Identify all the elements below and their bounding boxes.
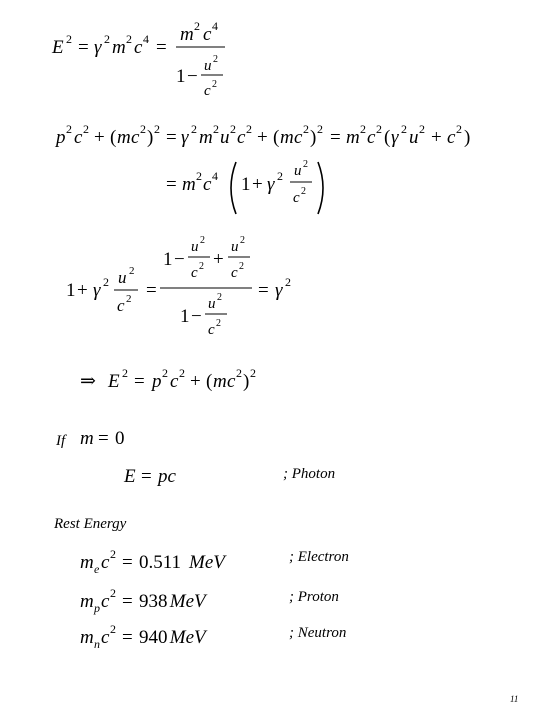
svg-text:u: u xyxy=(294,163,302,179)
svg-text:E: E xyxy=(124,466,136,487)
svg-text:2: 2 xyxy=(140,122,146,136)
right-big-paren xyxy=(318,162,323,214)
svg-text:1: 1 xyxy=(180,306,190,327)
svg-text:1: 1 xyxy=(163,249,173,270)
svg-text:1: 1 xyxy=(241,174,251,195)
svg-text:m: m xyxy=(199,127,213,148)
exponent: 2 xyxy=(110,586,116,600)
energy-value: 938 xyxy=(139,591,168,612)
svg-text:): ) xyxy=(243,371,250,392)
svg-text:4: 4 xyxy=(212,169,218,183)
svg-text:2: 2 xyxy=(66,122,72,136)
svg-text:2: 2 xyxy=(162,366,168,380)
left-big-paren xyxy=(231,162,236,214)
svg-text:u: u xyxy=(409,127,419,148)
svg-text:u: u xyxy=(231,239,239,255)
exponent: 2 xyxy=(110,622,116,636)
svg-text:(: ( xyxy=(273,127,280,148)
svg-text:=: = xyxy=(141,466,152,487)
svg-text:u: u xyxy=(191,239,199,255)
svg-text:2: 2 xyxy=(456,122,462,136)
equation-energy-momentum-relation xyxy=(0,360,540,400)
svg-text:pc: pc xyxy=(158,466,176,487)
svg-text:2: 2 xyxy=(277,169,283,183)
page-number: 11 xyxy=(510,694,519,704)
exponent: 2 xyxy=(110,547,116,561)
svg-text:=: = xyxy=(146,280,157,301)
svg-text:2: 2 xyxy=(250,366,256,380)
equation-energy-gamma xyxy=(0,0,540,110)
svg-text:2: 2 xyxy=(213,122,219,136)
svg-text:1: 1 xyxy=(176,66,186,87)
svg-text:2: 2 xyxy=(179,366,185,380)
svg-text:+: + xyxy=(213,249,224,270)
svg-text:2: 2 xyxy=(217,292,222,303)
svg-text:2: 2 xyxy=(200,235,205,246)
svg-text:=: = xyxy=(98,428,109,449)
svg-text:c: c xyxy=(204,83,211,99)
svg-text:γ: γ xyxy=(181,127,189,148)
svg-text:=: = xyxy=(78,37,89,58)
svg-text:m: m xyxy=(112,37,126,58)
svg-text:+: + xyxy=(431,127,442,148)
svg-text:γ: γ xyxy=(391,127,399,148)
svg-text:c: c xyxy=(367,127,376,148)
energy-unit: MeV xyxy=(189,552,225,573)
svg-text:c: c xyxy=(227,371,236,392)
svg-text:=: = xyxy=(330,127,341,148)
svg-text:m: m xyxy=(182,174,196,195)
equals-sign: = xyxy=(122,591,133,612)
svg-text:2: 2 xyxy=(83,122,89,136)
svg-text:2: 2 xyxy=(216,318,221,329)
svg-text:c: c xyxy=(208,322,215,338)
svg-text:): ) xyxy=(464,127,471,148)
svg-text:2: 2 xyxy=(240,235,245,246)
mass-symbol: m xyxy=(80,591,94,612)
svg-text:m: m xyxy=(280,127,294,148)
svg-text:+: + xyxy=(257,127,268,148)
svg-text:4: 4 xyxy=(143,32,149,46)
svg-text:): ) xyxy=(147,127,154,148)
equation-massless-condition xyxy=(0,420,540,490)
svg-text:2: 2 xyxy=(376,122,382,136)
svg-text:m: m xyxy=(180,24,194,45)
mass-subscript: n xyxy=(94,637,100,651)
svg-text:4: 4 xyxy=(212,19,218,33)
photon-label: ; Photon xyxy=(283,466,336,482)
svg-text:m: m xyxy=(80,428,94,449)
svg-text:2: 2 xyxy=(213,54,218,65)
svg-text:E: E xyxy=(52,37,64,58)
svg-text:2: 2 xyxy=(212,79,217,90)
svg-text:2: 2 xyxy=(301,186,306,197)
svg-text:+: + xyxy=(94,127,105,148)
svg-text:c: c xyxy=(203,174,212,195)
svg-text:−: − xyxy=(187,66,198,87)
svg-text:2: 2 xyxy=(236,366,242,380)
c-symbol: c xyxy=(101,591,110,612)
svg-text:2: 2 xyxy=(303,159,308,170)
rest-energy-equations xyxy=(0,540,540,650)
svg-text:m: m xyxy=(213,371,227,392)
svg-text:2: 2 xyxy=(360,122,366,136)
svg-text:E: E xyxy=(108,371,120,392)
svg-text:2: 2 xyxy=(122,366,128,380)
svg-text:c: c xyxy=(293,190,300,206)
svg-text:=: = xyxy=(258,280,269,301)
c-symbol: c xyxy=(101,627,110,648)
svg-text:c: c xyxy=(191,265,198,281)
svg-text:⇒: ⇒ xyxy=(80,371,96,392)
equation-gamma-identity xyxy=(0,225,540,345)
proton-label: ; Proton xyxy=(289,589,339,605)
equals-sign: = xyxy=(122,552,133,573)
svg-text:c: c xyxy=(203,24,212,45)
electron-label: ; Electron xyxy=(289,549,349,565)
mass-subscript: p xyxy=(94,601,100,615)
equals-sign: = xyxy=(122,627,133,648)
neutron-label: ; Neutron xyxy=(289,625,347,641)
svg-text:c: c xyxy=(231,265,238,281)
svg-text:−: − xyxy=(191,306,202,327)
rest-energy-heading: Rest Energy xyxy=(54,516,127,532)
mass-symbol: m xyxy=(80,552,94,573)
svg-text:=: = xyxy=(134,371,145,392)
svg-text:1: 1 xyxy=(66,280,76,301)
svg-text:−: − xyxy=(174,249,185,270)
energy-unit: MeV xyxy=(169,591,206,612)
svg-text:u: u xyxy=(208,296,216,312)
svg-text:c: c xyxy=(131,127,140,148)
svg-text:+: + xyxy=(190,371,201,392)
svg-text:+: + xyxy=(77,280,88,301)
svg-text:γ: γ xyxy=(267,174,275,195)
svg-text:(: ( xyxy=(206,371,213,392)
svg-text:c: c xyxy=(294,127,303,148)
svg-text:2: 2 xyxy=(191,122,197,136)
svg-text:γ: γ xyxy=(94,37,102,58)
c-symbol: c xyxy=(101,552,110,573)
svg-text:(: ( xyxy=(384,127,391,148)
svg-text:0: 0 xyxy=(115,428,125,449)
svg-text:2: 2 xyxy=(230,122,236,136)
svg-text:u: u xyxy=(220,127,230,148)
svg-text:2: 2 xyxy=(154,122,160,136)
svg-text:p: p xyxy=(152,371,162,392)
svg-text:γ: γ xyxy=(93,280,101,301)
svg-text:c: c xyxy=(74,127,83,148)
svg-text:2: 2 xyxy=(126,32,132,46)
svg-text:m: m xyxy=(117,127,131,148)
svg-text:2: 2 xyxy=(239,261,244,272)
svg-text:2: 2 xyxy=(66,32,72,46)
svg-text:): ) xyxy=(310,127,317,148)
svg-text:=: = xyxy=(166,127,177,148)
svg-text:2: 2 xyxy=(317,122,323,136)
svg-text:c: c xyxy=(170,371,179,392)
svg-text:2: 2 xyxy=(199,261,204,272)
energy-value: 0.511 xyxy=(139,552,182,573)
svg-text:=: = xyxy=(166,174,177,195)
svg-text:2: 2 xyxy=(126,293,132,305)
svg-text:2: 2 xyxy=(246,122,252,136)
svg-text:γ: γ xyxy=(275,280,283,301)
svg-text:u: u xyxy=(204,58,212,74)
if-label: If xyxy=(56,433,66,449)
svg-text:2: 2 xyxy=(285,275,291,289)
equation-momentum-expansion xyxy=(0,110,540,220)
svg-text:=: = xyxy=(156,37,167,58)
svg-text:c: c xyxy=(134,37,143,58)
energy-value: 940 xyxy=(139,627,168,648)
svg-text:c: c xyxy=(447,127,456,148)
energy-unit: MeV xyxy=(169,627,206,648)
svg-text:2: 2 xyxy=(401,122,407,136)
svg-text:c: c xyxy=(237,127,246,148)
svg-text:2: 2 xyxy=(104,32,110,46)
svg-text:2: 2 xyxy=(303,122,309,136)
svg-text:2: 2 xyxy=(419,122,425,136)
svg-text:m: m xyxy=(346,127,360,148)
svg-text:p: p xyxy=(56,127,66,148)
svg-text:2: 2 xyxy=(129,265,135,277)
svg-text:c: c xyxy=(117,296,125,315)
mass-subscript: e xyxy=(94,562,100,576)
svg-text:+: + xyxy=(252,174,263,195)
svg-text:2: 2 xyxy=(194,19,200,33)
svg-text:2: 2 xyxy=(196,169,202,183)
svg-text:(: ( xyxy=(110,127,117,148)
svg-text:u: u xyxy=(118,268,127,287)
svg-text:2: 2 xyxy=(103,275,109,289)
mass-symbol: m xyxy=(80,627,94,648)
